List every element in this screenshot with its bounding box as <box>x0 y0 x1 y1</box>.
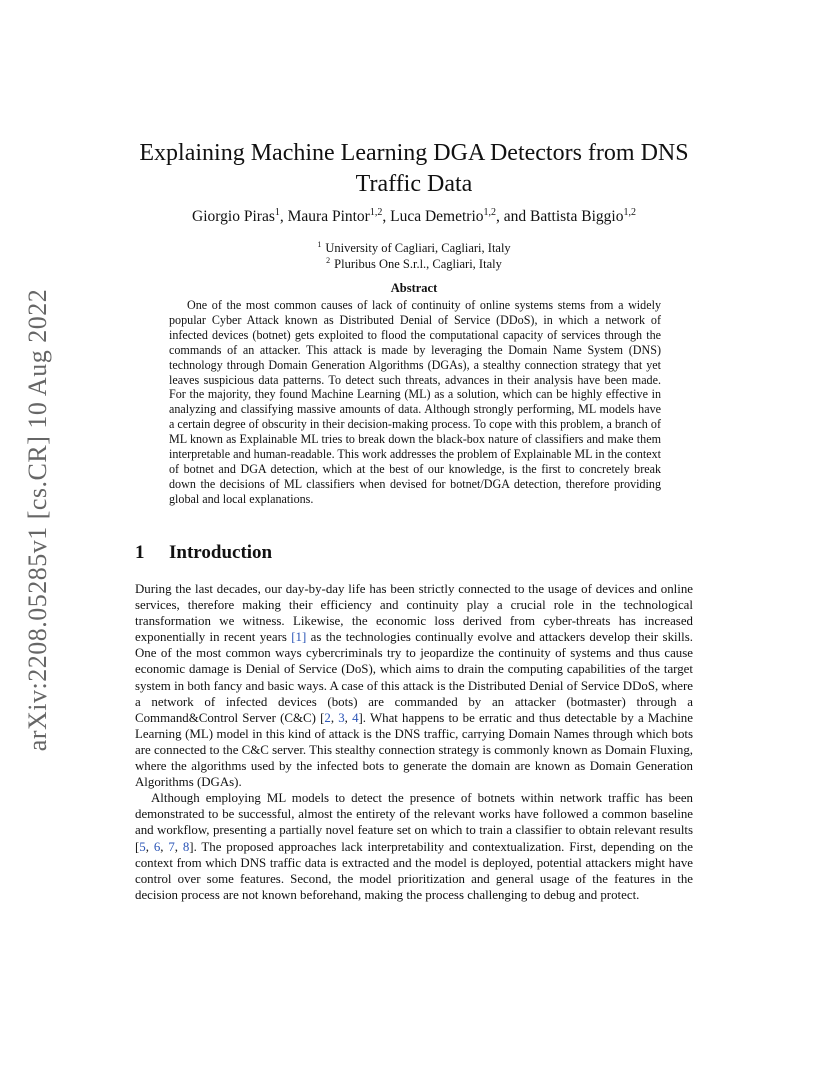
abstract-heading: Abstract <box>390 281 438 295</box>
author-affiliation-mark: 1,2 <box>623 207 636 218</box>
citation-link[interactable]: 5 <box>139 839 146 854</box>
author-name: Giorgio Piras <box>192 208 275 226</box>
introduction-body <box>135 581 693 903</box>
paragraph-text: ]. What happens to be erratic and thus detectable by a Machine Learning (ML) model in this kind of attack is the DNS traffic, carrying Domain Names through which bots are connected to the C&C server. This stealthy connection strategy is commonly known as Domain Fluxing, where the algorithms used by the infected bots to generate the domain are known as Domain Generation Algorithms (DGAs). <box>135 710 693 790</box>
author-separator: , and <box>496 208 531 226</box>
paragraph-text: During the last decades, our day-by-day life has been strictly connected to the usage of devices and online services, therefore making their efficiency and continuity play a crucial role in the technological transformation we witness. Likewise, the economic loss derived from cyber-threats has increased exponentially in recent years <box>135 582 693 645</box>
author-separator: , <box>382 208 391 226</box>
arxiv-identifier-text: arXiv:2208.05285v1 [cs.CR] 10 Aug 2022 <box>23 288 53 752</box>
affiliation-text: Pluribus One S.r.l., Cagliari, Italy <box>334 257 502 272</box>
citation-separator: , <box>145 839 154 854</box>
citation-separator: , <box>160 839 169 854</box>
paragraph <box>135 790 693 903</box>
section-heading <box>135 542 272 564</box>
citation-link[interactable]: 8 <box>182 839 190 854</box>
citation-separator: , <box>330 710 339 725</box>
affiliation-text: University of Cagliari, Cagliari, Italy <box>325 241 511 256</box>
paragraph <box>135 581 693 790</box>
author-name: Maura Pintor <box>287 208 370 226</box>
abstract-body: One of the most common causes of lack of continuity of online systems stems from a widely popular Cyber Attack known as Distributed Denial of Service (DDoS), in which a network of infected devices (botnet) gets exploited to flood the computational capacity of services through the commands of an attacker. This attack is made by leveraging the Domain Name System (DNS) technology through Domain Generation Algorithms (DGAs), a stealthy connection strategy that yet leaves suspicious data patterns. To detect such threats, advances in their analysis have been made. For the majority, they found Machine Learning (ML) as a solution, which can be highly effective in analyzing and classifying massive amounts of data. Although strongly performing, ML models have a certain degree of obscurity in their decision-making process. To cope with this problem, a branch of ML known as Explainable ML tries to break down the black-box nature of classifiers and make them interpretable and human-readable. This work addresses the problem of Explainable ML in the context of botnet and DGA detection, which at the best of our knowledge, is the first to concretely break down the decisions of ML classifiers when devised for botnet/DGA detection, therefore providing global and local explanations. <box>169 298 661 506</box>
author-affiliation-mark: 1 <box>274 207 280 218</box>
author-name: Luca Demetrio <box>390 208 484 226</box>
author-name: Battista Biggio <box>530 208 624 226</box>
author-affiliation-mark: 1,2 <box>369 207 383 218</box>
citation-separator: , <box>344 710 353 725</box>
section-number: 1 <box>135 542 145 563</box>
section-title: Introduction <box>169 542 273 563</box>
citation-link[interactable]: 2 <box>324 710 331 725</box>
paragraph-text: as the technologies continually evolve and attackers develop their skills. One of the most common ways cybercriminals try to jeopardize the continuity of systems and thus cause economic damage is Denial of Service (DoS), which aims to drain the computing capabilities of the target system in both fancy and basic ways. A case of this attack is the Distributed Denial of Service DDoS, where a network of infected devices (bots) are commanded by an attacker (botmaster) through a Command&Control Server (C&C) [ <box>135 630 693 725</box>
citation-link[interactable]: [1] <box>291 630 307 645</box>
author-affiliation-mark: 1,2 <box>483 207 496 218</box>
paragraph-text: ]. The proposed approaches lack interpretability and contextualization. First, depending on the context from which DNS traffic data is extracted and the model is deployed, potential attackers might have control over some features. Second, the model prioritization and general usage of the features in the decision process are not known beforehand, making the process challenging to debug and protect. <box>135 839 693 902</box>
citation-separator: , <box>174 839 183 854</box>
affiliation-2 <box>134 256 694 272</box>
paper-title: Explaining Machine Learning DGA Detectors from DNS Traffic Data <box>139 140 689 197</box>
author-list <box>134 207 694 226</box>
affiliation-mark: 1 <box>317 240 322 249</box>
citation-link[interactable]: 7 <box>168 839 175 854</box>
arxiv-identifier-stamp <box>18 280 58 760</box>
affiliation-1 <box>134 240 694 256</box>
author-separator: , <box>279 208 288 226</box>
paragraph-text: Although employing ML models to detect the presence of botnets within network traffic has been demonstrated to be successful, almost the entirety of the relevant works have followed a common baseline and workflow, presenting a partially novel feature set on which to train a classifier to obtain relevant results [ <box>135 791 693 854</box>
citation-link[interactable]: 4 <box>352 710 359 725</box>
citation-link[interactable]: 3 <box>338 710 345 725</box>
citation-link[interactable]: 6 <box>153 839 161 854</box>
affiliation-mark: 2 <box>326 256 331 265</box>
